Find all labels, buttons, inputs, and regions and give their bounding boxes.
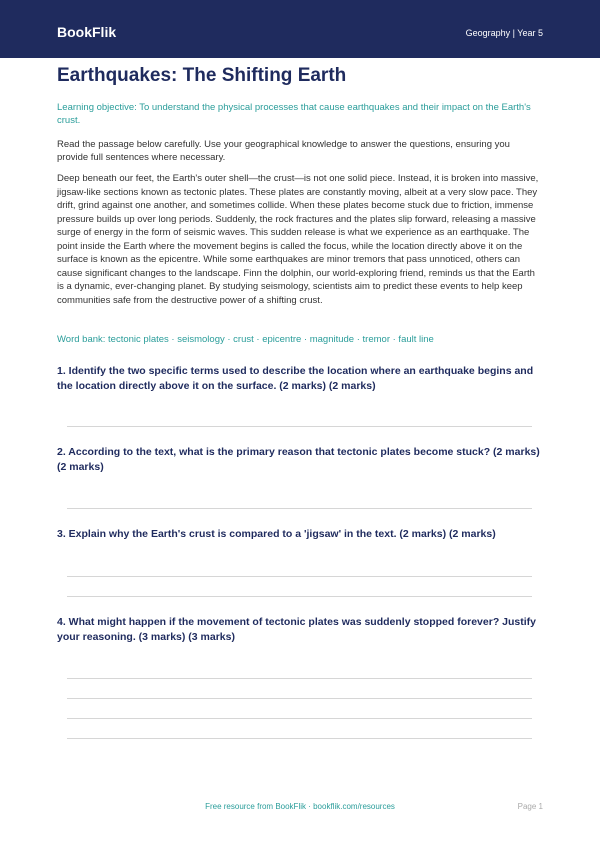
- subject-year-label: Geography | Year 5: [465, 28, 543, 38]
- header-bar: [0, 0, 600, 58]
- question-2: 2. According to the text, what is the primary reason that tectonic plates become stuck? (2 marks) (2 marks): [57, 446, 540, 473]
- question-1: 1. Identify the two specific terms used to describe the location where an earthquake begins and the location directly above it on the surface. (2 marks) (2 marks): [57, 365, 534, 392]
- learning-objective: Learning objective: To understand the physical processes that cause earthquakes and their impact on the Earth's crust.: [57, 102, 531, 126]
- answer-line[interactable]: [67, 718, 532, 719]
- question-4: 4. What might happen if the movement of tectonic plates was suddenly stopped forever? Justify your reasoning. (3 marks) (3 marks): [57, 616, 536, 643]
- page-number: Page 1: [517, 802, 543, 811]
- answer-line[interactable]: [67, 738, 532, 739]
- answer-line[interactable]: [67, 426, 532, 427]
- answer-line[interactable]: [67, 678, 532, 679]
- answer-line[interactable]: [67, 596, 532, 597]
- answer-line[interactable]: [67, 508, 532, 509]
- page-title: Earthquakes: The Shifting Earth: [57, 65, 347, 86]
- question-3: 3. Explain why the Earth's crust is compared to a 'jigsaw' in the text. (2 marks) (2 marks): [57, 528, 496, 540]
- footer-resource-link[interactable]: Free resource from BookFlik · bookflik.com/resources: [205, 802, 395, 811]
- word-bank: Word bank: tectonic plates · seismology · crust · epicentre · magnitude · tremor · fault line: [57, 334, 434, 345]
- reading-passage: Deep beneath our feet, the Earth's outer shell—the crust—is not one solid piece. Instead, it is broken into massive, jigsaw-like sections known as tectonic plates. These plates are constantly moving, albeit at a very slow pace. They drift, grind against one another, and sometimes collide. When these plates become stuck due to friction, immense pressure builds up over long periods. Suddenly, the rock fractures and the plates slip forward, releasing a massive surge of energy in the form of seismic waves. This sudden release is what we experience as an earthquake. The point inside the Earth where the movement begins is called the focus, while the location directly above it on the surface is known as the epicentre. While some earthquakes are minor tremors that pass unnoticed, others can cause significant changes to the landscape. Finn the dolphin, our world-exploring friend, reminds us that the Earth is a dynamic, ever-changing planet. By studying seismology, scientists aim to predict these events to help keep communities safe from the destructive power of a shifting crust.: [57, 173, 539, 306]
- instructions: Read the passage below carefully. Use your geographical knowledge to answer the questions, ensuring you provide full sentences where necessary.: [57, 139, 510, 163]
- brand-logo: BookFlik: [57, 24, 117, 40]
- answer-line[interactable]: [67, 576, 532, 577]
- answer-line[interactable]: [67, 698, 532, 699]
